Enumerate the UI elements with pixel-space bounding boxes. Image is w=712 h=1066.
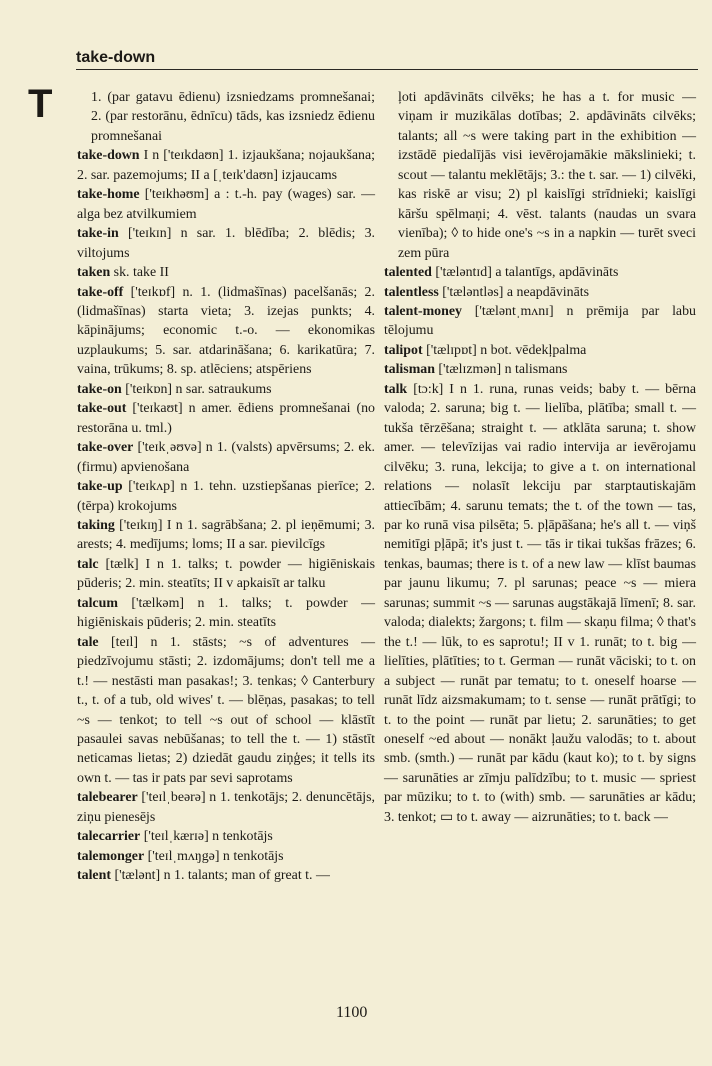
dictionary-entry [384, 88, 696, 263]
headword: talc [77, 556, 99, 572]
entry-text: ['teɪkˌəʊvə] n 1. (valsts) apvērsums; 2. ek. (firmu) apvienošana [77, 440, 375, 475]
headword: take-on [77, 381, 122, 397]
left-column [77, 88, 375, 886]
headword: talent-money [384, 303, 462, 319]
headword: talipot [384, 342, 423, 358]
headword: take-out [77, 401, 127, 417]
dictionary-entry [77, 283, 375, 380]
dictionary-entry [384, 283, 696, 302]
dictionary-entry [384, 263, 696, 282]
entry-text: [teɪl] n 1. stāsts; ~s of adventures — piedzīvojumu stāsti; 2. izdomājums; don't tell me a t.! — nestāsti man pasakas!; 3. tenkas; ◊ Canterbury t., t. of a tub, old wives' t. — blēņas, pasakas; to tell ~s — tenkot; to tell ~s out of school — klāstīt pasaulei savas nebūšanas; to tell the t. — 1) stāstīt neticamas lietas; 2) dziedāt gaudu ziņģes; it tells its own t. — tas ir pats par sevi saprotams [77, 634, 375, 786]
dictionary-entry [77, 399, 375, 438]
headword: talemonger [77, 848, 145, 864]
dictionary-entry [77, 146, 375, 185]
entry-text: ['tælkəm] n 1. talks; t. powder — higiēniskais pūderis; 2. min. steatīts [77, 595, 375, 631]
headword: talented [384, 265, 432, 281]
entry-text: ['teɪkʌp] n 1. tehn. uzstiepšanas pierīce; 2. (tērpa) krokojums [77, 479, 375, 514]
dictionary-entry [77, 633, 375, 789]
dictionary-entry [77, 185, 375, 224]
dictionary-entry [384, 360, 696, 379]
entry-text: ['tæləntɪd] a talantīgs, apdāvināts [435, 265, 619, 281]
entry-text: ['tælɪpɒt] n bot. vēdekļpalma [426, 342, 587, 358]
headword: talisman [384, 362, 435, 378]
headword: take-in [77, 226, 119, 242]
section-letter: T [28, 82, 53, 126]
page-number: 1100 [336, 1004, 368, 1021]
entry-text: ['tæləntˌmʌnɪ] n prēmija par labu tēlojumu [384, 303, 696, 339]
entry-text: ['teɪkɒn] n sar. satraukums [125, 381, 272, 397]
headword: talecarrier [77, 829, 141, 845]
headword: talentless [384, 284, 439, 300]
headword: take-over [77, 440, 134, 456]
headword: taken [77, 265, 111, 281]
entry-text: ['tælɪzmən] n talismans [438, 362, 568, 378]
headword: take-down [77, 148, 140, 164]
dictionary-entry [77, 555, 375, 594]
headword: talk [384, 381, 408, 397]
dictionary-entry [77, 594, 375, 633]
entry-text: ļoti apdāvināts cilvēks; he has a t. for music — viņam ir muzikālas dotības; 2. apdāvināts cilvēks; talants; all ~s were taking part in the exhibition — izstādē piedalījās visi ievērojamākie mākslinieki; t. scout — talantu meklētājs; 3.: the t. sar. — 1) cilvēki, kas riskē ar visu; 2) pl kaislīgi strīdnieki; kaislīgi kāršu spēlmaņi; 4. vēst. talants (naudas un svara vienība); ◊ to hide one's ~s in a napkin — turēt sveci zem pūra [398, 90, 696, 261]
dictionary-entry [384, 380, 696, 827]
headword: take-off [77, 284, 124, 300]
headword: tale [77, 634, 99, 650]
entry-text: ['tæləntləs] a neapdāvināts [442, 284, 590, 300]
dictionary-entry [384, 302, 696, 341]
dictionary-entry [77, 516, 375, 555]
dictionary-entry [77, 88, 375, 146]
entry-text: 1. (par gatavu ēdienu) izsniedzams promnešanai; 2. (par restorānu, ēdnīcu) tāds, kas izsniedz ēdienu promnešanai [91, 90, 375, 144]
headword: talcum [77, 595, 118, 611]
dictionary-entry [77, 866, 375, 885]
entry-text: [tɔ:k] I n 1. runa, runas veids; baby t. — bērna valoda; 2. saruna; big t. — lielība, plātība; small t. — tukša tērzēšana; straight t. — atklāta saruna; t. show amer. — televīzijas vai radio intervija ar ievērojamu cilvēku; 3. runa, lekcija; to give a t. on international relations — nolasīt lekciju par starptautiskajām attiecībām; 4. sarunu temats; the t. of the town — tas, par ko runā visa pilsēta; 5. pļāpāšana; he's all t. — viņš nemitīgi pļāpā; it's just t. — tās ir tikai tukšas frāzes; 6. tenkas, baumas; there is t. of a new law — klīst baumas par jaunu likumu; 7. pl sarunas; peace ~s — miera sarunas; summit ~s — sarunas augstākajā līmenī; 8. sar. valoda; dialekts; žargons; t. film — skaņu filma; ◊ that's the t.! — lūk, to es saprotu!; II v 1. runāt; to t. big — lielīties, plātīties; to t. German — runāt vāciski; to t. on a subject — runāt par tematu; to t. oneself hoarse — runāt līdz aizsmakumam; to t. sense — runāt prātīgi; to t. to the point — runāt par lietu; 2. sarunāties; to get oneself ~ed about — nonākt ļaužu valodās; to t. about smb. (smth.) — runāt par kādu (kaut ko); to t. by signs — sarunāties ar zīmju palīdzību; to t. music — spriest par mūziku; to t. to (with) smb. — sarunāties ar kādu; 3. tenkot; ▭ to t. away — aizrunāties; to t. back — [384, 381, 696, 825]
headword: talent [77, 868, 111, 884]
entry-text: ['teɪlˌmʌŋgə] n tenkotājs [147, 848, 284, 864]
dictionary-entry [77, 263, 375, 282]
dictionary-entry [77, 477, 375, 516]
dictionary-entry [77, 224, 375, 263]
entry-text: ['teɪkɪŋ] I n 1. sagrābšana; 2. pl ieņēmumi; 3. arests; 4. medījums; loms; II a sar. pievilcīgs [77, 517, 375, 553]
entry-text: ['teɪlˌbeərə] n 1. tenkotājs; 2. denuncētājs, ziņu pienesējs [77, 790, 375, 825]
headword: take-up [77, 479, 123, 495]
dictionary-entry [384, 341, 696, 360]
entry-text: ['teɪlˌkærɪə] n tenkotājs [143, 829, 273, 845]
entry-text: [tælk] I n 1. talks; t. powder — higiēniskais pūderis; 2. min. steatīts; II v apkaisīt ar talku [77, 556, 375, 592]
dictionary-entry [77, 827, 375, 846]
entry-text: ['teɪkɪn] n sar. 1. blēdība; 2. blēdis; 3. viltojums [77, 226, 375, 261]
dictionary-entry [77, 380, 375, 399]
dictionary-entry [77, 847, 375, 866]
headword: take-home [77, 187, 140, 203]
entry-text: sk. take II [113, 265, 169, 281]
running-head [76, 48, 698, 70]
right-column [384, 88, 696, 827]
entry-text: ['teɪkɒf] n. 1. (lidmašīnas) pacelšanās; 2. (lidmašīnas) starta vieta; 3. izejas punkts; 4. kāpinājums; economic t.-o. — ekonomikas uzplaukums; 5. sar. atdarināšana; 6. karikatūra; 7. vaina, trūkums; 8. sp. atlēciens; atspēriens [77, 284, 375, 378]
entry-text: ['teɪkhəʊm] a : t.-h. pay (wages) sar. — alga bez atvilkumiem [77, 187, 375, 222]
dictionary-entry [77, 438, 375, 477]
entry-text: I n ['teɪkdaʊn] 1. izjaukšana; nojaukšana; 2. sar. pazemojums; II a [ˌteɪk'daʊn] izjaucams [77, 148, 375, 183]
headword: talebearer [77, 790, 138, 806]
headword: taking [77, 517, 115, 533]
dictionary-entry [77, 788, 375, 827]
entry-text: ['teɪkaʊt] n amer. ēdiens promnešanai (no restorāna u. tml.) [77, 401, 375, 436]
entry-text: ['tælənt] n 1. talants; man of great t. — [114, 868, 330, 884]
guide-word: take-down [76, 49, 156, 66]
